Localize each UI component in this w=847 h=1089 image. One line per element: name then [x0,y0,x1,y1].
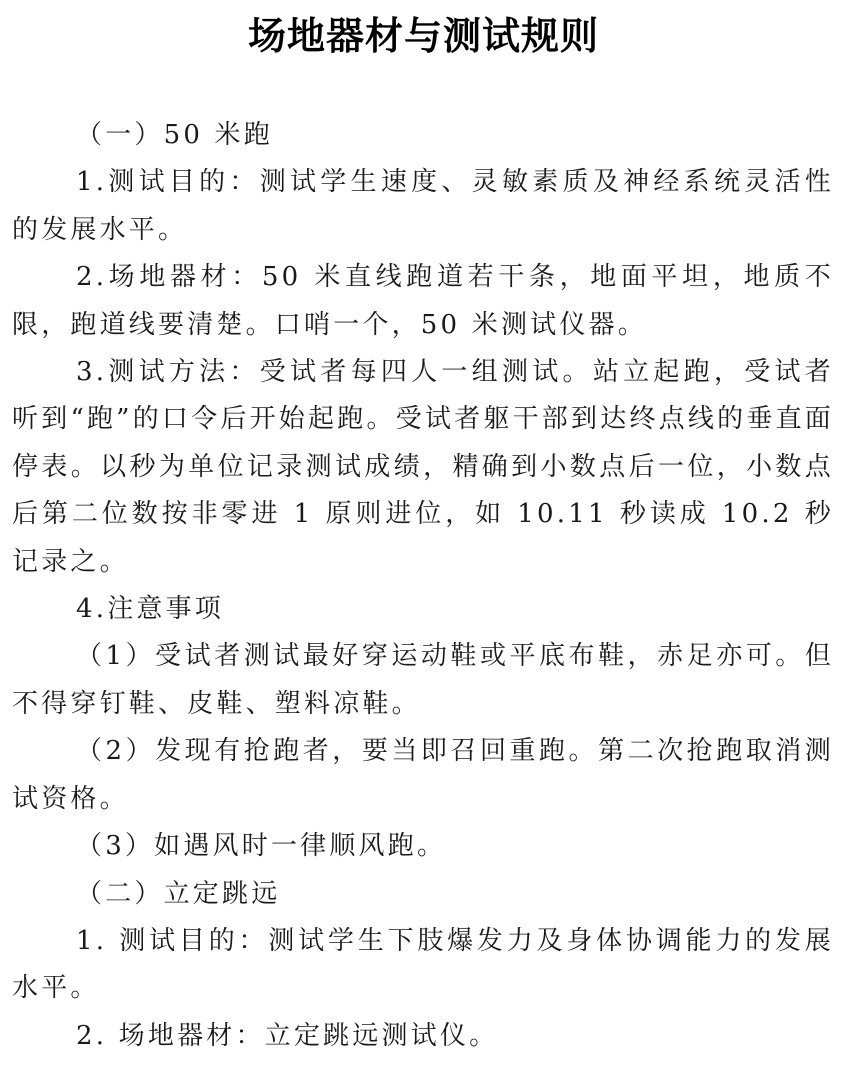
document-body [12,112,834,1060]
paragraph-jump-equipment: 2. 场地器材：立定跳远测试仪。 [76,1020,499,1051]
paragraph-note-2: （2）发现有抢跑者，要当即召回重跑。第二次抢跑取消测试资格。 [12,736,834,814]
paragraph-note-1: （1）受试者测试最好穿运动鞋或平底布鞋，赤足亦可。但不得穿钉鞋、皮鞋、塑料凉鞋。 [12,641,834,719]
section-heading-50m-run: （一）50 米跑 [76,120,273,150]
paragraph-test-method: 3.测试方法：受试者每四人一组测试。站立起跑，受试者听到“跑”的口令后开始起跑。受试者躯干部到达终点线的垂直面停表。以秒为单位记录测试成绩，精确到小数点后一位，小数点后第二位数按非零进 1 原则进位，如 10.11 秒读成 10.2 秒记录之。 [12,357,834,577]
paragraph-note-3: （3）如遇风时一律顺风跑。 [76,831,447,862]
page-title: 场地器材与测试规则 [247,14,599,58]
paragraph-test-purpose: 1.测试目的：测试学生速度、灵敏素质及神经系统灵活性的发展水平。 [12,167,834,245]
section-heading-standing-jump: （二）立定跳远 [76,878,281,909]
paragraph-jump-purpose: 1. 测试目的：测试学生下肢爆发力及身体协调能力的发展水平。 [12,925,834,1004]
paragraph-notes-heading: 4.注意事项 [76,594,225,625]
paragraph-equipment: 2.场地器材：50 米直线跑道若干条，地面平坦，地质不限，跑道线要清楚。口哨一个，50 米测试仪器。 [12,262,834,340]
